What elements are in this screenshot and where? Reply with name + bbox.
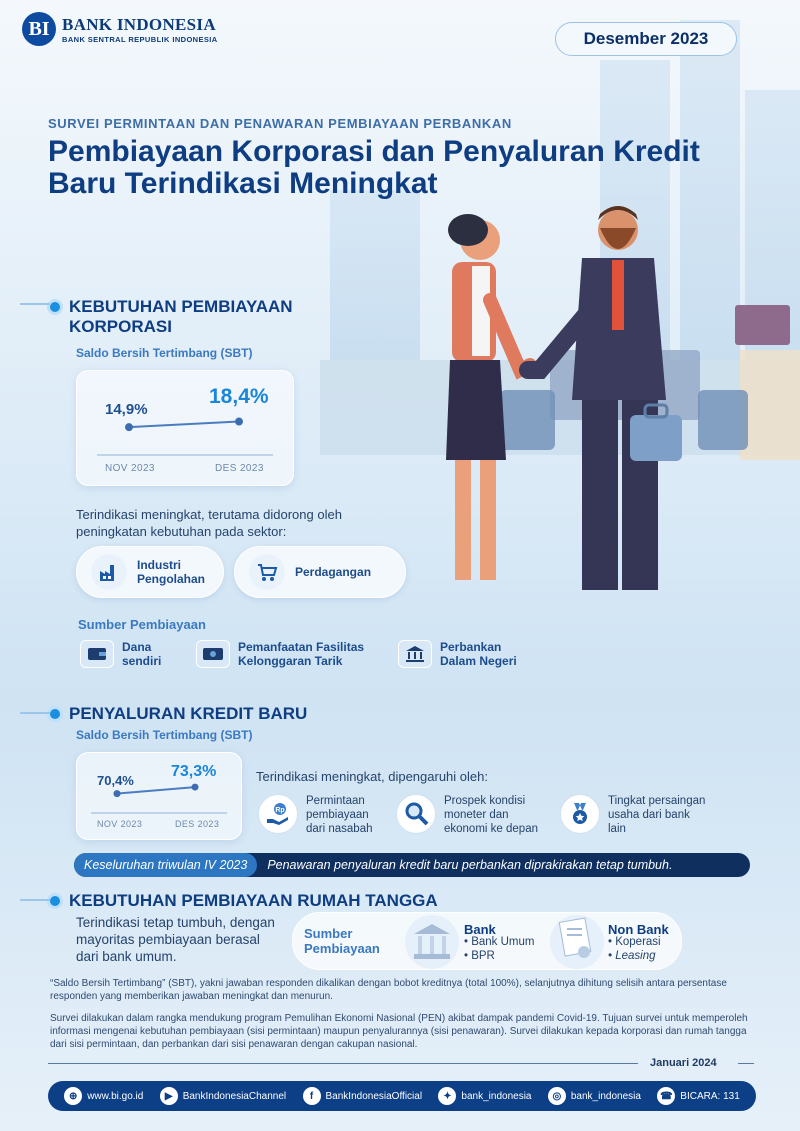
rt-nonbank-title: Non Bank	[608, 922, 669, 937]
divider	[20, 303, 50, 305]
cart-icon	[249, 554, 285, 590]
survey-kicker: SURVEI PERMINTAAN DAN PENAWARAN PEMBIAYAAN PERBANKAN	[48, 116, 512, 131]
cash-icon	[196, 640, 230, 668]
footer-bicara-link[interactable]: ☎ BICARA: 131	[657, 1087, 739, 1105]
chart-value-prev: 14,9%	[105, 401, 148, 418]
chart-label-curr: DES 2023	[175, 819, 220, 829]
sbt-definition-note: “Saldo Bersih Tertimbang” (SBT), yakni jawaban responden dikalikan dengan bobot kreditnya (total 100%), selanjutnya dihitung selisih antara persentase responden yang memberikan jawaban meningkat dan menurun.	[50, 978, 727, 1002]
footer-website-link[interactable]: ⊕ www.bi.go.id	[64, 1087, 143, 1105]
chart-label-prev: NOV 2023	[97, 819, 143, 829]
banner-text: Penawaran penyaluran kredit baru perbankan diprakirakan tetap tumbuh.	[267, 858, 673, 872]
data-point-nov	[114, 790, 121, 797]
data-point-des	[235, 418, 243, 426]
source-dana-sendiri	[80, 640, 172, 668]
magnifier-icon	[396, 794, 436, 834]
divider	[20, 899, 50, 901]
rt-bank-title: Bank	[464, 922, 496, 937]
sector-perdagangan	[234, 546, 406, 598]
rumah-tangga-description: Terindikasi tetap tumbuh, dengan mayoritas pembiayaan berasal dari bank umum.	[76, 915, 275, 964]
korporasi-description: Terindikasi meningkat, terutama didorong oleh peningkatan kebutuhan pada sektor:	[76, 507, 342, 539]
bank-building-icon	[404, 914, 460, 970]
section-kredit-heading	[50, 704, 307, 724]
bank-icon	[398, 640, 432, 668]
sector-industri-pengolahan	[76, 546, 224, 598]
sector-label: Industri Pengolahan	[137, 558, 206, 586]
hand-coin-icon	[258, 794, 298, 834]
rt-bank-item: • BPR	[464, 950, 495, 962]
section-bullet	[50, 896, 60, 906]
divider	[738, 1063, 754, 1064]
data-point-nov	[125, 423, 133, 431]
factor-permintaan	[258, 794, 382, 836]
medal-icon	[560, 794, 600, 834]
source-label: Dana sendiri	[122, 640, 162, 668]
chart-label-curr: DES 2023	[215, 463, 264, 474]
rt-sources-title: Sumber Pembiayaan	[304, 926, 380, 956]
period-badge: Desember 2023	[555, 22, 737, 56]
summary-banner	[74, 853, 750, 877]
sbt-chart-korporasi	[76, 370, 294, 486]
footer-twitter-link[interactable]: ✦ bank_indonesia	[438, 1087, 531, 1105]
source-perbankan-dalam-negeri	[398, 640, 530, 668]
footer-facebook-link[interactable]: f BankIndonesiaOfficial	[303, 1087, 423, 1105]
kredit-description: Terindikasi meningkat, dipengaruhi oleh:	[256, 769, 488, 784]
chart-value-curr: 18,4%	[209, 385, 269, 408]
factor-prospek	[396, 794, 548, 836]
chart-label-prev: NOV 2023	[105, 463, 155, 474]
bank-name: BANK INDONESIA	[62, 14, 216, 34]
source-label: Perbankan Dalam Negeri	[440, 640, 517, 668]
section-title: PENYALURAN KREDIT BARU	[69, 704, 308, 723]
data-point-des	[192, 784, 199, 791]
section-rumah-tangga-heading	[50, 891, 438, 911]
sources-title: Sumber Pembiayaan	[78, 617, 206, 632]
rt-nonbank-item: • Koperasi	[608, 936, 661, 948]
sector-label: Perdagangan	[295, 565, 372, 579]
survey-description-note: Survei dilakukan dalam rangka mendukung program Pemulihan Ekonomi Nasional (PEN) akibat dampak pandemi Covid-19. Tujuan survei untuk memperoleh informasi mengenai kebutuhan pembiayaan (sisi permintaan) maupun penyalurannya (sisi penawaran). Survei dilakukan kepada korporasi dan rumah tangga dari sisi permintaan, dan perbankan dari sisi penawaran dengan cakupan nasional.	[50, 1013, 748, 1050]
youtube-icon: ▶	[160, 1087, 178, 1105]
rt-bank-item: • Bank Umum	[464, 936, 535, 948]
twitter-icon: ✦	[438, 1087, 456, 1105]
sbt-label: Saldo Bersih Tertimbang (SBT)	[76, 728, 253, 742]
section-title: KEBUTUHAN PEMBIAYAAN RUMAH TANGGA	[69, 891, 438, 910]
phone-icon: ☎	[657, 1087, 675, 1105]
globe-icon: ⊕	[64, 1087, 82, 1105]
factor-persaingan	[560, 794, 710, 836]
instagram-icon: ◎	[548, 1087, 566, 1105]
footer-youtube-link[interactable]: ▶ BankIndonesiaChannel	[160, 1087, 286, 1105]
source-fasilitas-kelonggaran-tarik	[196, 640, 388, 668]
divider	[20, 712, 50, 714]
rt-nonbank-item: • Leasing	[608, 950, 656, 962]
publish-date: Januari 2024	[650, 1057, 717, 1069]
factory-icon	[91, 554, 127, 590]
chart-value-prev: 70,4%	[97, 773, 134, 788]
bank-indonesia-logo[interactable]	[22, 12, 218, 46]
banner-period: Keseluruhan triwulan IV 2023	[74, 853, 257, 877]
footer-social-bar	[48, 1081, 756, 1111]
sbt-label: Saldo Bersih Tertimbang (SBT)	[76, 346, 253, 360]
bank-subtitle: BANK SENTRAL REPUBLIK INDONESIA	[62, 34, 218, 44]
page-title: Pembiayaan Korporasi dan Penyaluran Kredit Baru Terindikasi Meningkat	[48, 135, 700, 200]
svg-text:Rp: Rp	[275, 807, 285, 814]
sbt-chart-kredit	[76, 752, 242, 840]
section-bullet	[50, 709, 60, 719]
facebook-icon: f	[303, 1087, 321, 1105]
footer-instagram-link[interactable]: ◎ bank_indonesia	[548, 1087, 641, 1105]
wallet-icon	[80, 640, 114, 668]
factor-label: Tingkat persaingan usaha dari bank lain	[608, 795, 706, 835]
source-label: Pemanfaatan Fasilitas Kelonggaran Tarik	[238, 640, 365, 668]
factor-label: Permintaan pembiayaan dari nasabah	[306, 795, 373, 835]
chart-value-curr: 73,3%	[171, 763, 217, 780]
section-title: KEBUTUHAN PEMBIAYAAN KORPORASI	[69, 297, 293, 336]
section-korporasi-heading	[50, 297, 340, 337]
section-bullet	[50, 302, 60, 312]
bi-emblem-icon: BI	[22, 12, 56, 46]
document-contract-icon	[548, 910, 606, 970]
divider	[48, 1063, 638, 1064]
factor-label: Prospek kondisi moneter dan ekonomi ke depan	[444, 795, 538, 835]
